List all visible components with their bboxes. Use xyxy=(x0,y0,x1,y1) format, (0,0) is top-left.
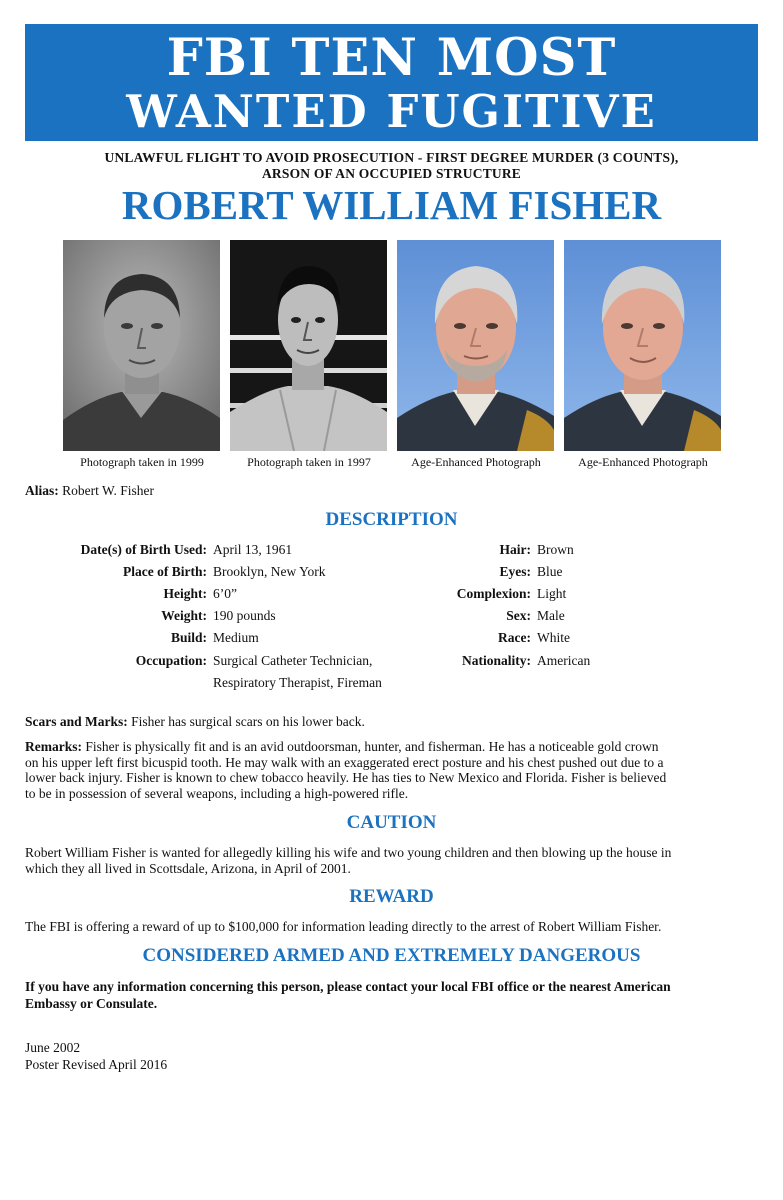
description-heading: DESCRIPTION xyxy=(325,509,458,530)
desc-value-occupation-2: Respiratory Therapist, Fireman xyxy=(213,675,382,690)
scars-label: Scars and Marks: xyxy=(25,714,128,729)
remarks-line-1: Fisher is physically fit and is an avid outdoorsman, hunter, and fisherman. He has a noticeable gold crown xyxy=(85,739,659,754)
photo-1997 xyxy=(230,240,387,451)
desc-value-hair: Brown xyxy=(537,542,574,557)
desc-label-nationality: Nationality: xyxy=(462,653,531,668)
desc-value-race: White xyxy=(537,630,570,645)
photo-1999 xyxy=(63,240,220,451)
desc-value-birthplace: Brooklyn, New York xyxy=(213,564,326,579)
desc-label-hair: Hair: xyxy=(499,542,531,557)
desc-label-eyes: Eyes: xyxy=(499,564,531,579)
remarks-line-3: lower back injury. Fisher is known to chew tobacco heavily. He has ties to New Mexico and Florida. Fisher is believed xyxy=(25,770,667,785)
desc-value-sex: Male xyxy=(537,608,565,623)
caution-line-1: Robert William Fisher is wanted for allegedly killing his wife and two young children and then blowing up the house in xyxy=(25,845,672,860)
armed-dangerous-warning: CONSIDERED ARMED AND EXTREMELY DANGEROUS xyxy=(142,945,641,966)
reward-heading: REWARD xyxy=(349,886,434,907)
scars-and-marks xyxy=(25,714,760,730)
caution-line-2: which they all lived in Scottsdale, Arizona, in April of 2001. xyxy=(25,860,351,876)
remarks-line-2: on his upper left first bicuspid tooth. He may walk with an exaggerated erect posture and his chest pushed out due to a xyxy=(25,754,664,770)
remarks-line-4: to be in possession of several weapons, including a high-powered rifle. xyxy=(25,785,409,801)
charges-line-2: ARSON OF AN OCCUPIED STRUCTURE xyxy=(261,166,522,181)
desc-value-occupation-1: Surgical Catheter Technician, xyxy=(213,653,373,668)
contact-line-2: Embassy or Consulate. xyxy=(25,996,158,1011)
desc-label-complexion: Complexion: xyxy=(456,586,531,601)
reward-text: The FBI is offering a reward of up to $100,000 for information leading directly to the arrest of Robert William Fisher. xyxy=(25,919,662,934)
caution-text xyxy=(25,845,760,876)
contact-info xyxy=(25,978,760,1012)
photo-age-enhanced-beard xyxy=(397,240,554,451)
alias xyxy=(25,483,154,499)
header-line-1: FBI TEN MOST xyxy=(166,28,617,88)
alias-label: Alias: xyxy=(25,483,59,498)
header-banner xyxy=(25,24,758,141)
photo-caption-3: Age-Enhanced Photograph xyxy=(411,455,541,469)
desc-label-height: Height: xyxy=(163,586,207,601)
desc-value-weight: 190 pounds xyxy=(213,608,276,623)
poster-date: June 2002 xyxy=(25,1040,81,1055)
desc-value-height: 6’0” xyxy=(213,586,237,601)
desc-label-dob: Date(s) of Birth Used: xyxy=(80,542,207,557)
charges-line-1: UNLAWFUL FLIGHT TO AVOID PROSECUTION - FIRST DEGREE MURDER (3 COUNTS), xyxy=(104,150,679,165)
desc-label-weight: Weight: xyxy=(161,608,207,623)
photo-caption-4: Age-Enhanced Photograph xyxy=(578,455,708,469)
contact-line-1: If you have any information concerning this person, please contact your local FBI office or the nearest American xyxy=(25,979,671,994)
photo-caption-1: Photograph taken in 1999 xyxy=(80,455,204,469)
poster-revised: Poster Revised April 2016 xyxy=(25,1057,168,1072)
desc-value-nationality: American xyxy=(537,653,591,668)
desc-label-occupation: Occupation: xyxy=(135,653,207,668)
fugitive-name: ROBERT WILLIAM FISHER xyxy=(121,182,662,228)
scars-text: Fisher has surgical scars on his lower back. xyxy=(131,714,365,729)
alias-value: Robert W. Fisher xyxy=(62,483,155,498)
photo-age-enhanced-shaven xyxy=(564,240,721,451)
photo-caption-2: Photograph taken in 1997 xyxy=(247,455,371,469)
desc-value-dob: April 13, 1961 xyxy=(213,542,293,557)
desc-label-birthplace: Place of Birth: xyxy=(123,564,207,579)
desc-label-race: Race: xyxy=(498,630,531,645)
desc-value-build: Medium xyxy=(213,630,259,645)
desc-value-eyes: Blue xyxy=(537,564,563,579)
desc-value-complexion: Light xyxy=(537,586,567,601)
remarks xyxy=(25,739,760,801)
header-line-2: WANTED FUGITIVE xyxy=(126,85,657,138)
desc-label-sex: Sex: xyxy=(506,608,531,623)
caution-heading: CAUTION xyxy=(346,812,437,833)
remarks-label: Remarks: xyxy=(25,739,82,754)
desc-label-build: Build: xyxy=(170,630,207,645)
charges xyxy=(0,150,783,182)
